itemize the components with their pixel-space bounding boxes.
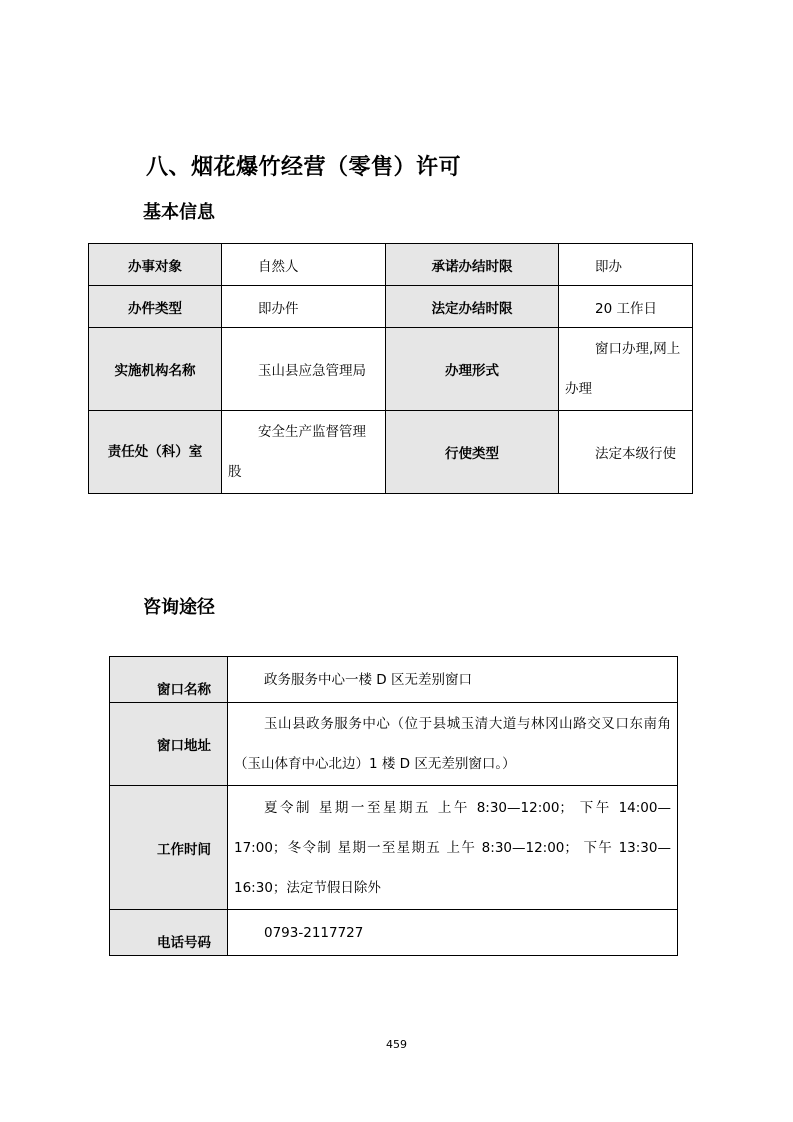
- page-title: 八、烟花爆竹经营（零售）许可: [146, 155, 462, 180]
- value-responsible-dept: 安全生产监督管理股: [228, 424, 366, 480]
- value-handling-form: 窗口办理,网上办理: [565, 341, 681, 397]
- label-handling-form: 办理形式: [386, 328, 559, 411]
- value-case-type: 即办件: [222, 286, 386, 328]
- section-heading-consult: 咨询途径: [143, 597, 215, 618]
- label-responsible-dept: 责任处（科）室: [107, 444, 203, 460]
- value-promised-time: 即办: [559, 244, 693, 286]
- label-window-name: 窗口名称: [110, 657, 228, 703]
- label-phone: 电话号码: [110, 910, 228, 956]
- value-window-name: 政务服务中心一楼 D 区无差别窗口: [228, 657, 678, 703]
- table-row: [110, 657, 678, 703]
- value-exercise-type: 法定本级行使: [559, 411, 693, 494]
- table-row: [89, 328, 693, 411]
- section-heading-basic-info: 基本信息: [143, 202, 215, 223]
- value-window-address: 玉山县政务服务中心（位于县城玉清大道与林冈山路交叉口东南角（玉山体育中心北边）1 楼 D 区无差别窗口。）: [228, 703, 678, 786]
- label-promised-time: 承诺办结时限: [386, 244, 559, 286]
- value-phone: 0793-2117727: [228, 910, 678, 956]
- table-row: [110, 703, 678, 786]
- label-applicant: 办事对象: [89, 244, 222, 286]
- label-window-address: 窗口地址: [110, 703, 228, 786]
- table-row: [110, 910, 678, 956]
- label-exercise-type: 行使类型: [386, 411, 559, 494]
- consult-info-table: [109, 656, 678, 956]
- label-agency: 实施机构名称: [89, 328, 222, 411]
- label-case-type: 办件类型: [89, 286, 222, 328]
- value-applicant: 自然人: [222, 244, 386, 286]
- label-legal-time: 法定办结时限: [386, 286, 559, 328]
- table-row: [110, 786, 678, 910]
- value-agency: 玉山县应急管理局: [222, 328, 386, 411]
- label-work-time: 工作时间: [110, 786, 228, 910]
- basic-info-table: [88, 243, 693, 494]
- table-row: [89, 411, 693, 494]
- page-number: 459: [386, 1038, 407, 1051]
- table-row: [89, 244, 693, 286]
- value-legal-time: 20 工作日: [559, 286, 693, 328]
- value-work-time: 夏令制 星期一至星期五 上午 8:30—12:00； 下午 14:00—17:00；冬令制 星期一至星期五 上午 8:30—12:00； 下午 13:30—16:30；法定节假日除外: [228, 786, 678, 910]
- table-row: [89, 286, 693, 328]
